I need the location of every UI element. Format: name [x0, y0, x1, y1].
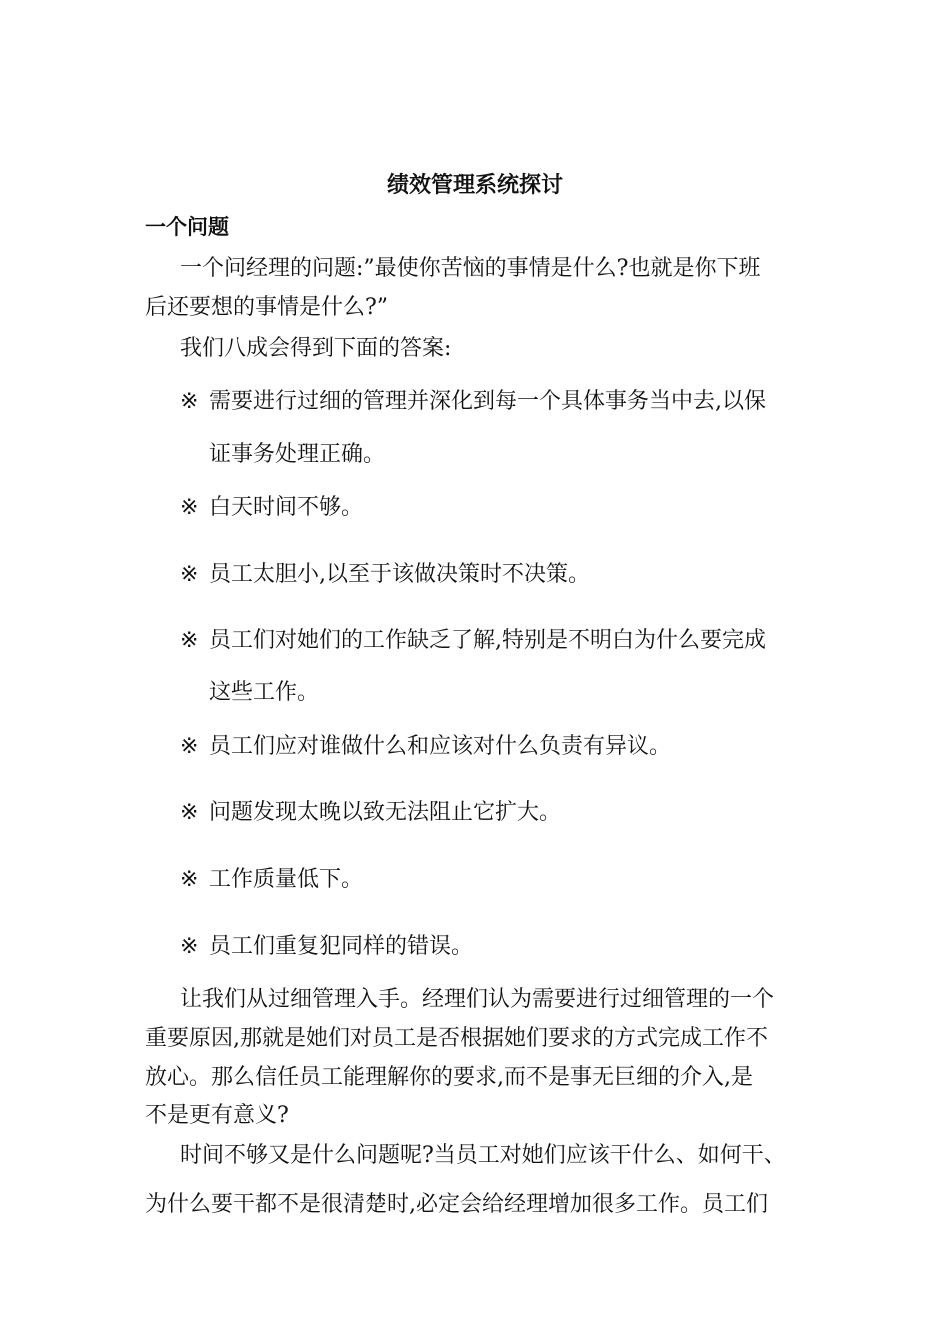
list-item: [180, 492, 363, 524]
reference-mark-icon: ※: [180, 628, 199, 653]
paragraph-line: 重要原因,那就是她们对员工是否根据她们要求的方式完成工作不: [145, 1026, 768, 1051]
reference-mark-icon: ※: [180, 562, 199, 587]
list-item: [180, 386, 766, 418]
intro-line-2: 后还要想的事情是什么?”: [145, 295, 389, 320]
paragraph-line: 为什么要干都不是很清楚时,必定会给经理增加很多工作。员工们: [145, 1192, 768, 1217]
document-title: 绩效管理系统探讨: [386, 173, 563, 198]
list-item: [180, 797, 561, 829]
paragraph-line: 放心。那么信任员工能理解你的要求,而不是事无巨细的介入,是: [145, 1065, 753, 1090]
reference-mark-icon: ※: [180, 495, 199, 520]
paragraph-line: 不是更有意义?: [145, 1103, 289, 1128]
reference-mark-icon: ※: [180, 389, 199, 414]
list-item: [180, 625, 766, 657]
list-item-continuation: 这些工作。: [209, 680, 320, 705]
list-item: [180, 731, 671, 763]
intro-line-1: 一个问经理的问题:”最使你苦恼的事情是什么?也就是你下班: [180, 256, 761, 281]
paragraph-line: 时间不够又是什么问题呢?当员工对她们应该干什么、如何干、: [180, 1143, 786, 1168]
list-item-text: 员工们应对谁做什么和应该对什么负责有异议。: [209, 734, 672, 759]
list-item: [180, 559, 590, 591]
reference-mark-icon: ※: [180, 867, 199, 892]
reference-mark-icon: ※: [180, 800, 199, 825]
list-item-text: 问题发现太晚以致无法阻止它扩大。: [209, 800, 562, 825]
list-item-text: 需要进行过细的管理并深化到每一个具体事务当中去,以保: [209, 389, 766, 414]
list-item: [180, 931, 473, 963]
reference-mark-icon: ※: [180, 934, 199, 959]
list-item-text: 工作质量低下。: [209, 867, 364, 892]
list-item-text: 员工们对她们的工作缺乏了解,特别是不明白为什么要完成: [209, 628, 766, 653]
list-item-text: 白天时间不够。: [209, 495, 364, 520]
reference-mark-icon: ※: [180, 734, 199, 759]
paragraph-line: 让我们从过细管理入手。经理们认为需要进行过细管理的一个: [180, 987, 775, 1012]
list-item-text: 员工们重复犯同样的错误。: [209, 934, 474, 959]
answer-lead: 我们八成会得到下面的答案:: [180, 336, 452, 361]
list-item-text: 员工太胆小,以至于该做决策时不决策。: [209, 562, 590, 587]
list-item: [180, 864, 363, 896]
list-item-continuation: 证事务处理正确。: [209, 442, 386, 467]
section-heading: 一个问题: [145, 215, 229, 239]
